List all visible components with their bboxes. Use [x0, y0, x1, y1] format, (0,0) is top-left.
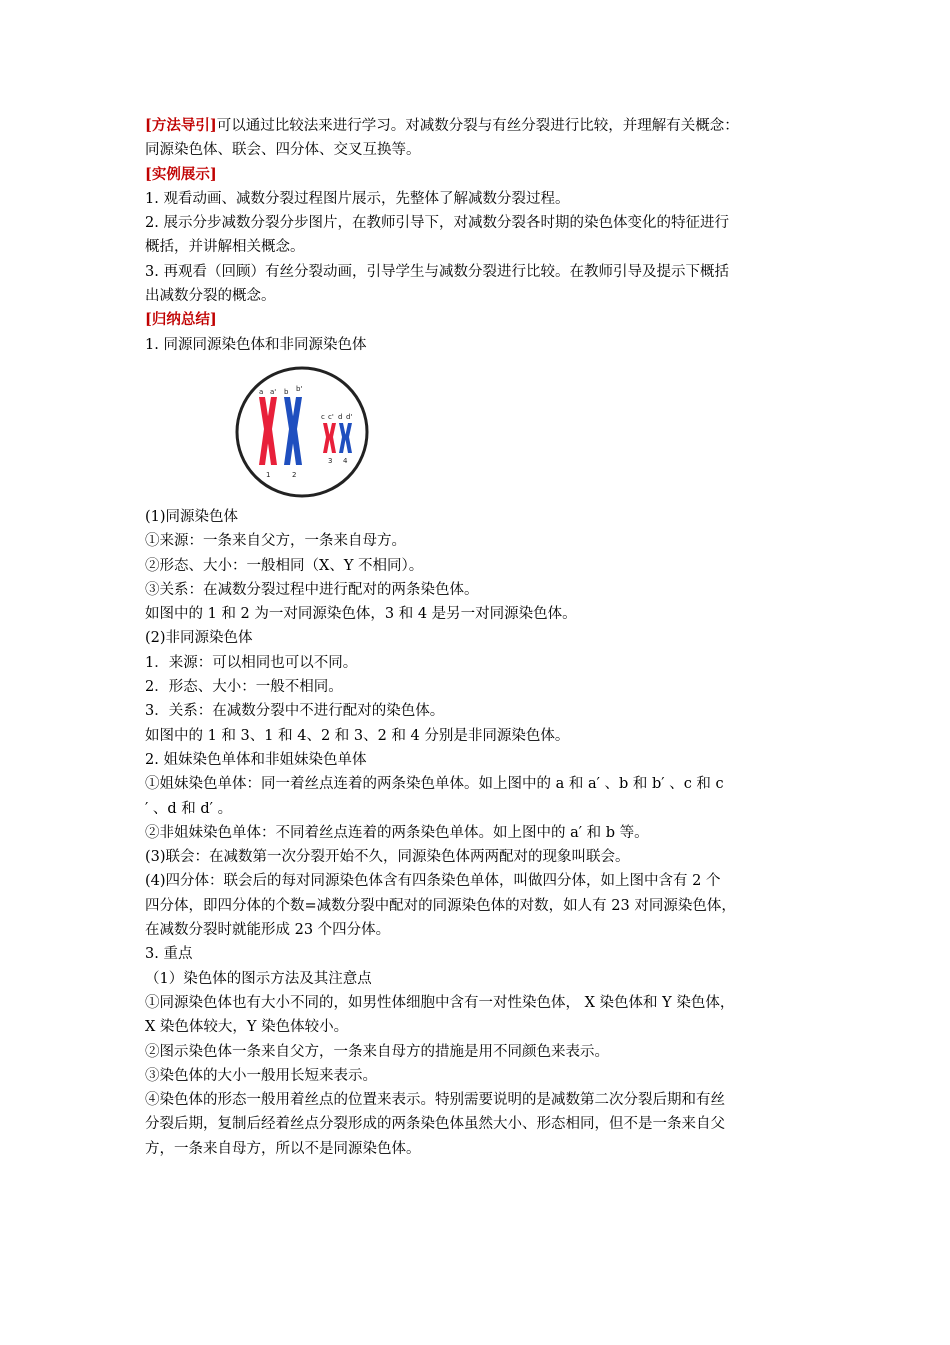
nonhomologous-line: (2)非同源染色体 — [145, 630, 253, 647]
nonhomologous-line: 3．关系：在减数分裂中不进行配对的染色体。 — [145, 703, 445, 720]
nonhomologous-line: 2．形态、大小：一般不相同。 — [145, 679, 343, 696]
example-line: 出减数分裂的概念。 — [145, 288, 276, 305]
homologous-line: ②形态、大小：一般相同（X、Y 不相同）。 — [145, 557, 424, 574]
section-3-line: （1）染色体的图示方法及其注意点 — [145, 970, 372, 987]
document-page — [145, 114, 810, 1161]
section-2-line: 四分体，即四分体的个数=减数分裂中配对的同源染色体的对数，如人有 23 对同源染色体， — [145, 897, 736, 914]
nonhomologous-line: 如图中的 1 和 3、1 和 4、2 和 3、2 和 4 分别是非同源染色体。 — [145, 727, 570, 744]
gene-label: b — [284, 387, 289, 396]
intro-heading: [方法导引] — [145, 117, 217, 134]
section-3-line: ③染色体的大小一般用长短来表示。 — [145, 1067, 377, 1084]
intro-text-2: 同源染色体、联会、四分体、交叉互换等。 — [145, 142, 421, 159]
section-3-line: ①同源染色体也有大小不同的，如男性体细胞中含有一对性染色体， X 染色体和 Y 染色体， — [145, 994, 735, 1011]
gene-label: d' — [346, 412, 353, 421]
gene-label: a' — [270, 387, 277, 396]
section-2-line: 在减数分裂时就能形成 23 个四分体。 — [145, 922, 391, 939]
gene-label: b' — [296, 384, 303, 393]
section-2-line: (4)四分体：联会后的每对同源染色体含有四条染色单体，叫做四分体，如上图中含有 2 个 — [145, 873, 721, 890]
example-line: 概括，并讲解相关概念。 — [145, 239, 305, 256]
section-3-line: 分裂后期，复制后经着丝点分裂形成的两条染色体虽然大小、形态相同，但不是一条来自父 — [145, 1116, 725, 1133]
chromosome-diagram — [235, 365, 369, 499]
section-3-line: X 染色体较大，Y 染色体较小。 — [145, 1019, 349, 1036]
chromosome-number: 1 — [266, 470, 271, 479]
gene-label: a — [259, 387, 264, 396]
summary-heading: [归纳总结] — [145, 311, 217, 329]
intro-text: 可以通过比较法来进行学习。对减数分裂与有丝分裂进行比较，并理解有关概念： — [216, 118, 739, 134]
section-2-line: ②非姐妹染色单体：不同着丝点连着的两条染色单体。如上图中的 a′ 和 b 等。 — [145, 824, 649, 841]
homologous-line: ①来源：一条来自父方，一条来自母方。 — [145, 533, 406, 550]
example-line: 3. 再观看（回顾）有丝分裂动画，引导学生与减数分裂进行比较。在教师引导及提示下概括 — [145, 263, 729, 280]
chromosome-figure — [235, 365, 369, 499]
section-2-line: ①姐妹染色单体：同一着丝点连着的两条染色单体。如上图中的 a 和 a′ 、b 和 b′ 、c 和 c — [145, 776, 724, 793]
section-3-line: ②图示染色体一条来自父方，一条来自母方的措施是用不同颜色来表示。 — [145, 1043, 609, 1060]
section-3-line: ④染色体的形态一般用着丝点的位置来表示。特别需要说明的是减数第二次分裂后期和有丝 — [145, 1092, 725, 1109]
section-2-line: ′ 、d 和 d′ 。 — [145, 800, 233, 817]
section-3-line: 方，一条来自母方，所以不是同源染色体。 — [145, 1140, 421, 1157]
gene-label: d — [338, 412, 343, 421]
gene-label: c' — [328, 412, 334, 421]
chromosome-number: 3 — [328, 456, 333, 465]
homologous-line: ③关系：在减数分裂过程中进行配对的两条染色体。 — [145, 581, 479, 598]
chromosome-number: 2 — [292, 470, 297, 479]
nonhomologous-line: 1．来源：可以相同也可以不同。 — [145, 654, 358, 671]
example-line: 1. 观看动画、减数分裂过程图片展示，先整体了解减数分裂过程。 — [145, 190, 570, 207]
example-line: 2. 展示分步减数分裂分步图片，在教师引导下，对减数分裂各时期的染色体变化的特征进行 — [145, 215, 729, 232]
section-1-title: 1. 同源同源染色体和非同源染色体 — [145, 336, 367, 353]
section-2-line: (3)联会：在减数第一次分裂开始不久，同源染色体两两配对的现象叫联会。 — [145, 849, 630, 866]
examples-heading: [实例展示] — [145, 165, 217, 183]
homologous-line: (1)同源染色体 — [145, 508, 239, 525]
section-3-line: 3. 重点 — [145, 946, 193, 963]
chromosome-number: 4 — [343, 456, 348, 465]
section-2-line: 2. 姐妹染色单体和非姐妹染色单体 — [145, 751, 367, 768]
gene-label: c — [321, 412, 325, 421]
homologous-line: 如图中的 1 和 2 为一对同源染色体，3 和 4 是另一对同源染色体。 — [145, 606, 577, 623]
intro-line — [145, 114, 810, 138]
